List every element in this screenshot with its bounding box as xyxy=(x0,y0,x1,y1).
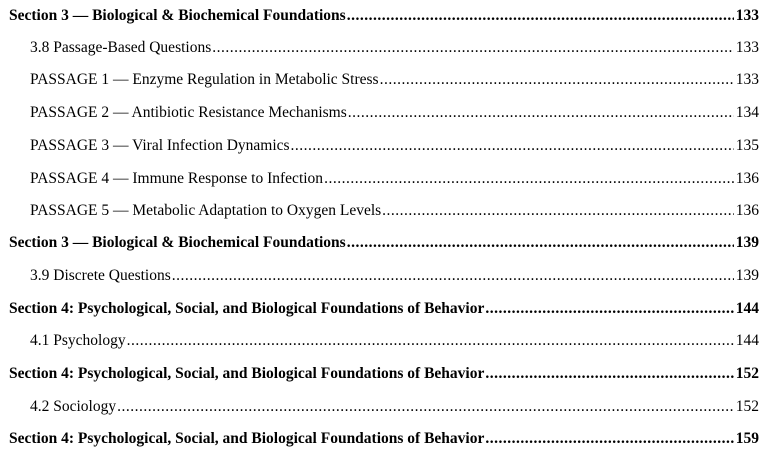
toc-page-number: 152 xyxy=(735,365,759,382)
toc-page-number: 134 xyxy=(735,104,759,121)
toc-section-entry[interactable] xyxy=(0,427,767,451)
toc-page-number: 133 xyxy=(735,71,759,88)
toc-entry-title: 4.2 Sociology xyxy=(30,398,117,415)
toc-subsection-entry[interactable] xyxy=(0,36,767,60)
dot-leader xyxy=(382,199,734,223)
toc-entry-title: Section 3 — Biological & Biochemical Foundations xyxy=(9,7,346,24)
dot-leader xyxy=(117,395,734,419)
toc-entry-title: Section 3 — Biological & Biochemical Foundations xyxy=(9,234,346,251)
dot-leader xyxy=(485,427,733,451)
toc-subsection-entry[interactable] xyxy=(0,264,767,288)
toc-entry-title: PASSAGE 4 — Immune Response to Infection xyxy=(30,170,324,187)
toc-entry-title: PASSAGE 1 — Enzyme Regulation in Metabolic Stress xyxy=(30,71,379,88)
toc-entry-title: PASSAGE 5 — Metabolic Adaptation to Oxygen Levels xyxy=(30,202,382,219)
toc-subsection-entry[interactable] xyxy=(0,167,767,191)
toc-section-entry[interactable] xyxy=(0,4,767,28)
toc-page-number: 139 xyxy=(735,267,759,284)
dot-leader xyxy=(380,68,734,92)
dot-leader xyxy=(212,36,734,60)
toc-section-entry[interactable] xyxy=(0,362,767,386)
toc-entry-title: Section 4: Psychological, Social, and Biological Foundations of Behavior xyxy=(9,430,485,447)
toc-page-number: 144 xyxy=(735,300,759,317)
toc-section-entry[interactable] xyxy=(0,297,767,321)
toc-page-number: 152 xyxy=(735,398,759,415)
toc-page-number: 144 xyxy=(735,332,759,349)
dot-leader xyxy=(324,167,734,191)
toc-page-number: 135 xyxy=(735,137,759,154)
toc-subsection-entry[interactable] xyxy=(0,395,767,419)
toc-subsection-entry[interactable] xyxy=(0,329,767,353)
toc-entry-title: 4.1 Psychology xyxy=(30,332,126,349)
dot-leader xyxy=(348,101,734,125)
dot-leader xyxy=(172,264,734,288)
toc-page-number: 133 xyxy=(735,7,759,24)
toc-entry-title: PASSAGE 2 — Antibiotic Resistance Mechanisms xyxy=(30,104,347,121)
toc-entry-title: Section 4: Psychological, Social, and Biological Foundations of Behavior xyxy=(9,365,485,382)
toc-entry-title: 3.8 Passage-Based Questions xyxy=(30,39,212,56)
dot-leader xyxy=(485,362,733,386)
toc-subsection-entry[interactable] xyxy=(0,101,767,125)
dot-leader xyxy=(291,134,734,158)
dot-leader xyxy=(127,329,734,353)
toc-page-number: 139 xyxy=(735,234,759,251)
toc-page-number: 136 xyxy=(735,202,759,219)
toc-page-number: 133 xyxy=(735,39,759,56)
toc-page-number: 136 xyxy=(735,170,759,187)
toc-entry-title: 3.9 Discrete Questions xyxy=(30,267,171,284)
toc-subsection-entry[interactable] xyxy=(0,134,767,158)
toc-subsection-entry[interactable] xyxy=(0,68,767,92)
toc-entry-title: PASSAGE 3 — Viral Infection Dynamics xyxy=(30,137,290,154)
toc-subsection-entry[interactable] xyxy=(0,199,767,223)
dot-leader xyxy=(347,4,734,28)
dot-leader xyxy=(347,231,734,255)
dot-leader xyxy=(485,297,733,321)
toc-section-entry[interactable] xyxy=(0,231,767,255)
toc-entry-title: Section 4: Psychological, Social, and Biological Foundations of Behavior xyxy=(9,300,485,317)
toc-page-number: 159 xyxy=(735,430,759,447)
